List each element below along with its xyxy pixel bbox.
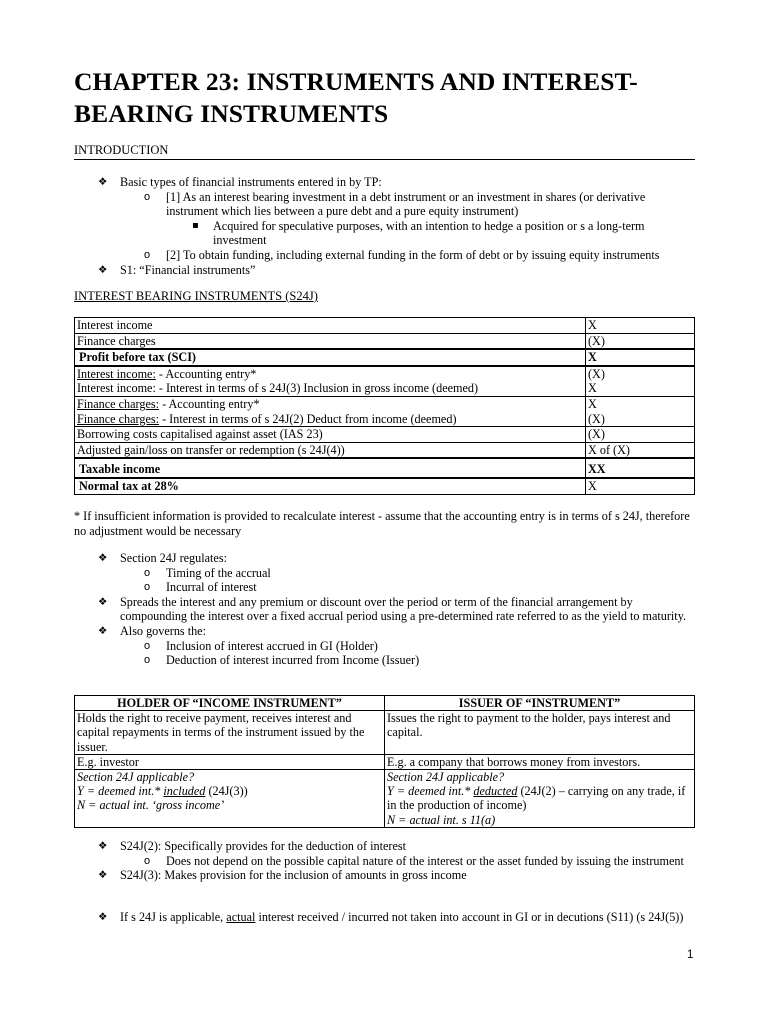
sub-sub-bullet-speculative: ▪ Acquired for speculative purposes, with an intention to hedge a position or s a long-term investment [74, 219, 699, 248]
table-row-normal-tax [75, 478, 695, 494]
row-label: Adjusted gain/loss on transfer or redemption (s 24J(4)) [75, 442, 586, 458]
text-line: N = actual int. s 11(a) [387, 812, 496, 827]
underlined-text: actual [226, 910, 256, 924]
value-text: (X) [588, 411, 605, 426]
bullet-actual-interest [74, 910, 699, 925]
table-row [75, 318, 695, 334]
text-line: Section 24J applicable? [77, 770, 195, 785]
bullet-s24j3: ❖ S24J(3): Makes provision for the inclusion of amounts in gross income [74, 868, 699, 883]
row-value: X [586, 349, 695, 366]
bullet-section-24j: ❖ Section 24J regulates: [74, 551, 699, 566]
row-label [75, 366, 586, 397]
table-row-interest-income [75, 366, 695, 397]
footnote: * If insufficient information is provided to recalculate interest - assume that the accounting entry is in terms of s 24J, therefore no adjustment would be necessary [74, 509, 690, 538]
row-value: X [586, 478, 695, 494]
column-header-issuer: ISSUER OF “INSTRUMENT” [385, 696, 695, 711]
underlined-label: Interest income: [77, 366, 156, 381]
label-text: - Interest in terms of s 24J(2) Deduct from income (deemed) [159, 411, 457, 426]
row-value: X of (X) [586, 442, 695, 458]
intro-bullet-list [74, 175, 699, 277]
bullet-s24j2: ❖ S24J(2): Specifically provides for the deduction of interest [74, 839, 699, 854]
sub-bullet-interest-bearing-investment: o [1] As an interest bearing investment in a debt instrument or an investment in shares (or derivative instrument which lies between a pure debt and a pure equity instrument) [74, 190, 699, 219]
cell-issuer-applicability [385, 770, 695, 828]
bullet-basic-types: ❖ Basic types of financial instruments entered in by TP: [74, 175, 699, 190]
table-row [75, 770, 695, 828]
text-line: (24J(2) – carrying on any trade, if in the production of income) [387, 784, 686, 813]
underlined-label: Finance charges: [77, 411, 160, 426]
row-value [586, 366, 695, 397]
row-label: Normal tax at 28% [75, 478, 586, 494]
text-line: Y = deemed int.* [77, 784, 164, 799]
underlined-text: included [163, 784, 206, 799]
row-label: Interest income [75, 318, 586, 334]
cell-issuer-definition: Issues the right to payment to the holder, pays interest and capital. [385, 711, 695, 755]
table-row [75, 442, 695, 458]
row-value: (X) [586, 333, 695, 349]
value-text: (X) [588, 366, 605, 381]
bullet-financial-instruments: ❖ S1: “Financial instruments” [74, 263, 699, 278]
sub-bullet-deduction: o Deduction of interest incurred from Income (Issuer) [74, 653, 699, 668]
cell-holder-example: E.g. investor [75, 754, 385, 769]
table-row-finance-charges [75, 396, 695, 426]
table-row [75, 711, 695, 755]
bullet-also-governs: ❖ Also governs the: [74, 624, 699, 639]
table-row-profit-before-tax [75, 349, 695, 366]
introduction-heading: INTRODUCTION [74, 143, 695, 160]
holder-issuer-table [74, 695, 695, 828]
value-text: X [588, 396, 597, 411]
underlined-text: deducted [473, 784, 518, 799]
s24j-bullet-list [74, 551, 699, 668]
text-line: Y = deemed int.* [387, 784, 474, 799]
table-row-taxable-income [75, 458, 695, 478]
table-row [75, 754, 695, 769]
cell-holder-applicability [75, 770, 385, 828]
tax-computation-table [74, 317, 695, 495]
row-value: X [586, 318, 695, 334]
table-row [75, 427, 695, 443]
row-label [75, 396, 586, 426]
text-line: (24J(3)) [205, 784, 248, 799]
text-part: interest received / incurred not taken into account in GI or in decutions (S11) (s 24J(5)) [255, 910, 684, 924]
row-value [586, 396, 695, 426]
label-text: Interest income: - Interest in terms of s 24J(3) Inclusion in gross income (deemed) [77, 381, 479, 396]
label-text: - Accounting entry* [155, 366, 257, 381]
value-text: X [588, 381, 597, 396]
page-number: 1 [687, 949, 694, 961]
row-label: Profit before tax (SCI) [75, 349, 586, 366]
final-bullet-list-2 [74, 910, 699, 925]
bullet-spreads-interest: ❖ Spreads the interest and any premium or discount over the period or term of the financial arrangement by compounding the interest over a fixed accrual period using a pre-determined rate referred to as the yield to maturity. [74, 595, 699, 624]
interest-bearing-heading: INTEREST BEARING INSTRUMENTS (S24J) [74, 289, 318, 303]
row-label: Finance charges [75, 333, 586, 349]
text-line: N = actual int. ‘gross income’ [77, 798, 225, 813]
text-part: If s 24J is applicable, [120, 910, 227, 924]
sub-bullet-incurral: o Incurral of interest [74, 580, 699, 595]
underlined-label: Finance charges: [77, 396, 160, 411]
cell-issuer-example: E.g. a company that borrows money from investors. [385, 754, 695, 769]
label-text: - Accounting entry* [159, 396, 260, 411]
cell-holder-definition: Holds the right to receive payment, receives interest and capital repayments in terms of the instrument issued by the issuer. [75, 711, 385, 755]
chapter-title: CHAPTER 23: INSTRUMENTS AND INTEREST-BEARING INSTRUMENTS [74, 67, 638, 128]
row-value: (X) [586, 427, 695, 443]
row-label: Taxable income [75, 458, 586, 478]
text-line: Section 24J applicable? [387, 770, 505, 785]
column-header-holder: HOLDER OF “INCOME INSTRUMENT” [75, 696, 385, 711]
sub-bullet-timing: o Timing of the accrual [74, 566, 699, 581]
sub-bullet-capital-nature: o Does not depend on the possible capital nature of the interest or the asset funded by issuing the instrument [74, 854, 699, 869]
row-label: Borrowing costs capitalised against asset (IAS 23) [75, 427, 586, 443]
row-value: XX [586, 458, 695, 478]
final-bullet-list [74, 839, 699, 883]
table-header-row [75, 696, 695, 711]
table-row [75, 333, 695, 349]
sub-bullet-obtain-funding: o [2] To obtain funding, including external funding in the form of debt or by issuing equity instruments [74, 248, 699, 263]
sub-bullet-inclusion: o Inclusion of interest accrued in GI (Holder) [74, 639, 699, 654]
